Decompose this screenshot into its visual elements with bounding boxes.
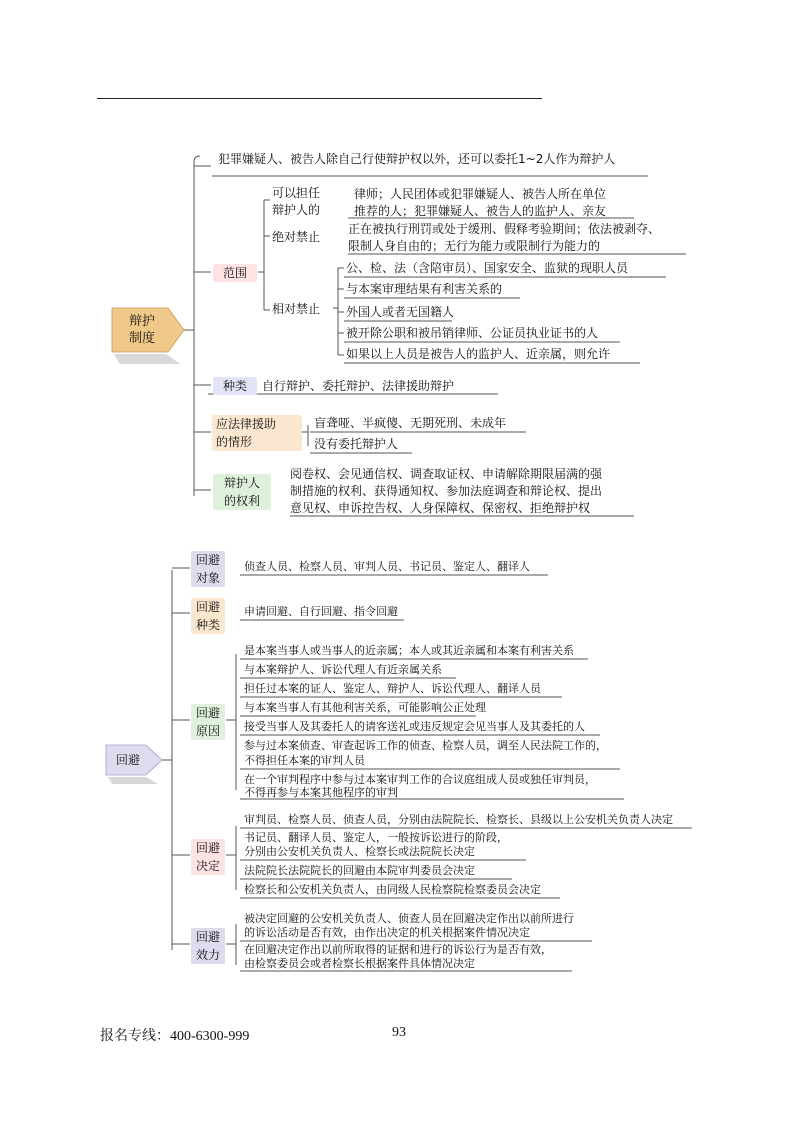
relative-item-2: 与本案审理结果有利害关系的 bbox=[346, 282, 503, 296]
reason-7-line-1: 在一个审判程序中参与过本案审判工作的合议庭组成人员或独任审判员， bbox=[244, 773, 596, 786]
relative-item-5: 如果以上人员是被告人的监护人、近亲属，则允许 bbox=[346, 347, 611, 361]
relative-item-1: 公、检、法（含陪审员）、国家安全、监狱的现职人员 bbox=[346, 261, 629, 275]
decision-2-line-1: 书记员、翻译人员、鉴定人，一般按诉讼进行的阶段， bbox=[244, 831, 508, 844]
top-line-text: 犯罪嫌疑人、被告人除自己行使辩护权以外，还可以委托1~2人作为辩护人 bbox=[218, 152, 616, 166]
decision-4: 检察长和公安机关负责人，由同级人民检察院检察委员会决定 bbox=[244, 883, 541, 896]
root-node-defense-system: 辩护 制度 bbox=[128, 314, 155, 346]
types-text: 自行辩护、委托辩护、法律援助辩护 bbox=[262, 379, 455, 393]
effect-2-line-1: 在回避决定作出以前所取得的证据和进行的诉讼行为是否有效， bbox=[244, 943, 552, 956]
effect-1-line-2: 的诉讼活动是否有效，由作出决定的机关根据案件情况决定 bbox=[244, 926, 530, 939]
reason-1: 是本案当事人或当事人的近亲属；本人或其近亲属和本案有利害关系 bbox=[244, 644, 574, 657]
legal-aid-item-1: 盲聋哑、半疯傻、无期死刑、未成年 bbox=[314, 416, 507, 430]
can-act-line-2: 推荐的人；犯罪嫌疑人、被告人的监护人、亲友 bbox=[354, 204, 607, 218]
absolute-ban-line-2: 限制人身自由的；无行为能力或限制行为能力的 bbox=[348, 239, 601, 253]
decision-1: 审判员、检察人员、侦查人员，分别由法院院长、检察长、县级以上公安机关负责人决定 bbox=[244, 813, 673, 826]
legal-aid-item-2: 没有委托辩护人 bbox=[314, 437, 399, 451]
relative-ban-label: 相对禁止 bbox=[272, 302, 321, 316]
absolute-ban-line-1: 正在被执行刑罚或处于缓刑、假释考验期间；依法被剥夺、 bbox=[348, 222, 661, 236]
reason-6-line-2: 不得担任本案的审判人员 bbox=[244, 754, 365, 767]
can-act-label: 可以担任 辩护人的 bbox=[272, 186, 321, 217]
objects-text: 侦查人员、检察人员、审判人员、书记员、鉴定人、翻译人 bbox=[244, 560, 530, 573]
effect-2-line-2: 由检察委员会或者检察长根据案件具体情况决定 bbox=[244, 957, 475, 970]
decision-2-line-2: 分别由公安机关负责人、检察长或法院院长决定 bbox=[244, 845, 475, 858]
effect-1-line-1: 被决定回避的公安机关负责人、侦查人员在回避决定作出以前所进行 bbox=[244, 912, 574, 925]
rights-label: 辩护人 的权利 bbox=[213, 474, 271, 510]
can-act-line-1: 律师；人民团体或犯罪嫌疑人、被告人所在单位 bbox=[354, 187, 607, 201]
decision-label: 回避 决定 bbox=[191, 839, 225, 875]
footer-hotline: 报名专线：400-6300-999 bbox=[100, 1029, 250, 1044]
rights-line-2: 制措施的权利、获得通知权、参加法庭调查和辩论权、提出 bbox=[290, 484, 603, 498]
scope-label: 范围 bbox=[213, 264, 257, 282]
rights-line-1: 阅卷权、会见通信权、调查取证权、申请解除期限届满的强 bbox=[290, 467, 603, 481]
kinds-text: 申请回避、自行回避、指令回避 bbox=[244, 605, 398, 618]
objects-label: 回避 对象 bbox=[191, 551, 225, 587]
reason-5: 接受当事人及其委托人的请客送礼或违反规定会见当事人及其委托的人 bbox=[244, 720, 585, 733]
reason-6-line-1: 参与过本案侦查、审查起诉工作的侦查、检察人员，调至人民法院工作的， bbox=[244, 739, 607, 752]
reasons-label: 回避 原因 bbox=[191, 704, 225, 740]
relative-item-3: 外国人或者无国籍人 bbox=[346, 305, 455, 319]
reason-7-line-2: 不得再参与本案其他程序的审判 bbox=[244, 786, 398, 799]
effect-label: 回避 效力 bbox=[191, 928, 225, 964]
legal-aid-label: 应法律援助 的情形 bbox=[212, 415, 302, 451]
root-node-recusal: 回避 bbox=[115, 753, 140, 767]
absolute-ban-label: 绝对禁止 bbox=[272, 230, 321, 244]
kinds-label: 回避 种类 bbox=[191, 598, 225, 634]
reason-2: 与本案辩护人、诉讼代理人有近亲属关系 bbox=[244, 663, 442, 676]
relative-item-4: 被开除公职和被吊销律师、公证员执业证书的人 bbox=[346, 326, 599, 340]
types-label: 种类 bbox=[213, 377, 257, 395]
reason-4: 与本案当事人有其他利害关系，可能影响公正处理 bbox=[244, 701, 486, 714]
footer-page-number: 93 bbox=[392, 1025, 406, 1040]
rights-line-3: 意见权、申诉控告权、人身保障权、保密权、拒绝辩护权 bbox=[290, 501, 591, 515]
decision-3: 法院院长法院院长的回避由本院审判委员会决定 bbox=[244, 864, 475, 877]
reason-3: 担任过本案的证人、鉴定人、辩护人、诉讼代理人、翻译人员 bbox=[244, 682, 541, 695]
